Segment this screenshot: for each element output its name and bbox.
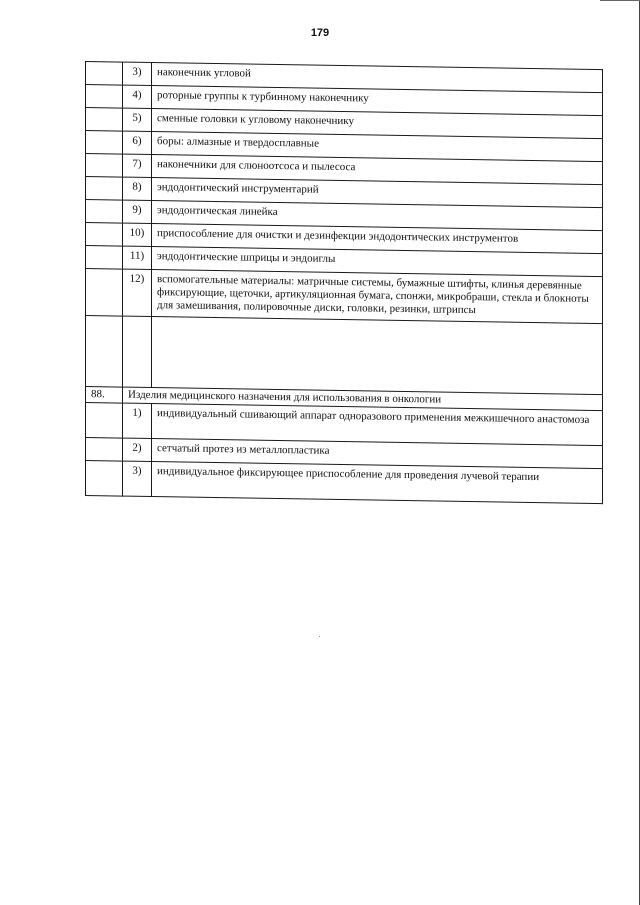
group-number-cell — [86, 315, 123, 387]
item-number: 10) — [123, 223, 152, 246]
group-number-cell — [86, 402, 123, 438]
item-number: 6) — [123, 131, 152, 154]
item-text: боры: алмазные и твердосплавные — [152, 132, 603, 162]
item-text: вспомогательные материалы: матричные системы, бумажные штифты, клинья деревянные фиксирующие, щеточки, артикуляционная бумага, спонжи, микробраши, стекла и блокноты для замешивания, полировочные диски, головки, резинки, штрипсы — [152, 270, 603, 324]
item-text: наконечники для слюноотсоса и пылесоса — [152, 155, 603, 185]
item-number: 3) — [123, 461, 152, 496]
item-text: сетчатый протез из металлопластика — [152, 438, 603, 468]
group-number-cell — [86, 437, 123, 461]
item-number — [123, 316, 152, 387]
group-number-cell — [86, 154, 123, 178]
group-number-cell — [86, 177, 123, 201]
table-row — [86, 315, 603, 394]
item-text: роторные группы к турбинному наконечнику — [152, 86, 603, 116]
group-number-cell — [86, 269, 123, 316]
item-number: 7) — [123, 154, 152, 177]
table-row — [86, 269, 603, 324]
items-table — [85, 61, 603, 504]
item-number: 11) — [123, 246, 152, 269]
group-number-cell — [86, 246, 123, 270]
item-text: эндодонтический инструментарий — [152, 178, 603, 208]
page-number: 179 — [310, 27, 330, 39]
group-number-cell — [86, 460, 123, 496]
item-number: 4) — [123, 85, 152, 108]
item-text: индивидуальное фиксирующее приспособление для проведения лучевой терапии — [152, 461, 603, 503]
group-number-cell — [86, 108, 123, 132]
item-text: наконечник угловой — [152, 63, 603, 93]
group-number-cell — [86, 62, 123, 86]
section-title: Изделия медицинского назначения для использования в онкологии — [123, 387, 603, 411]
group-number-cell — [86, 131, 123, 155]
scan-speck — [319, 636, 320, 637]
item-text: приспособление для очистки и дезинфекции эндодонтических инструментов — [152, 224, 603, 254]
item-number: 5) — [123, 108, 152, 131]
item-number: 9) — [123, 200, 152, 223]
item-text: эндодонтические шприцы и эндоиглы — [152, 247, 603, 277]
item-number: 8) — [123, 177, 152, 200]
item-number: 12) — [123, 269, 152, 316]
item-number: 2) — [123, 438, 152, 461]
item-text — [152, 316, 603, 394]
table-row — [86, 460, 603, 503]
item-number: 1) — [123, 403, 152, 438]
item-text: сменные головки к угловому наконечнику — [152, 109, 603, 139]
section-number: 88. — [86, 386, 123, 403]
group-number-cell — [86, 200, 123, 224]
item-text: эндодонтическая линейка — [152, 201, 603, 231]
item-text: индивидуальный сшивающий аппарат одноразового применения межкишечного анастомоза — [152, 403, 603, 445]
group-number-cell — [86, 85, 123, 109]
scan-top-edge — [600, 0, 640, 1]
item-number: 3) — [123, 62, 152, 85]
group-number-cell — [86, 223, 123, 247]
